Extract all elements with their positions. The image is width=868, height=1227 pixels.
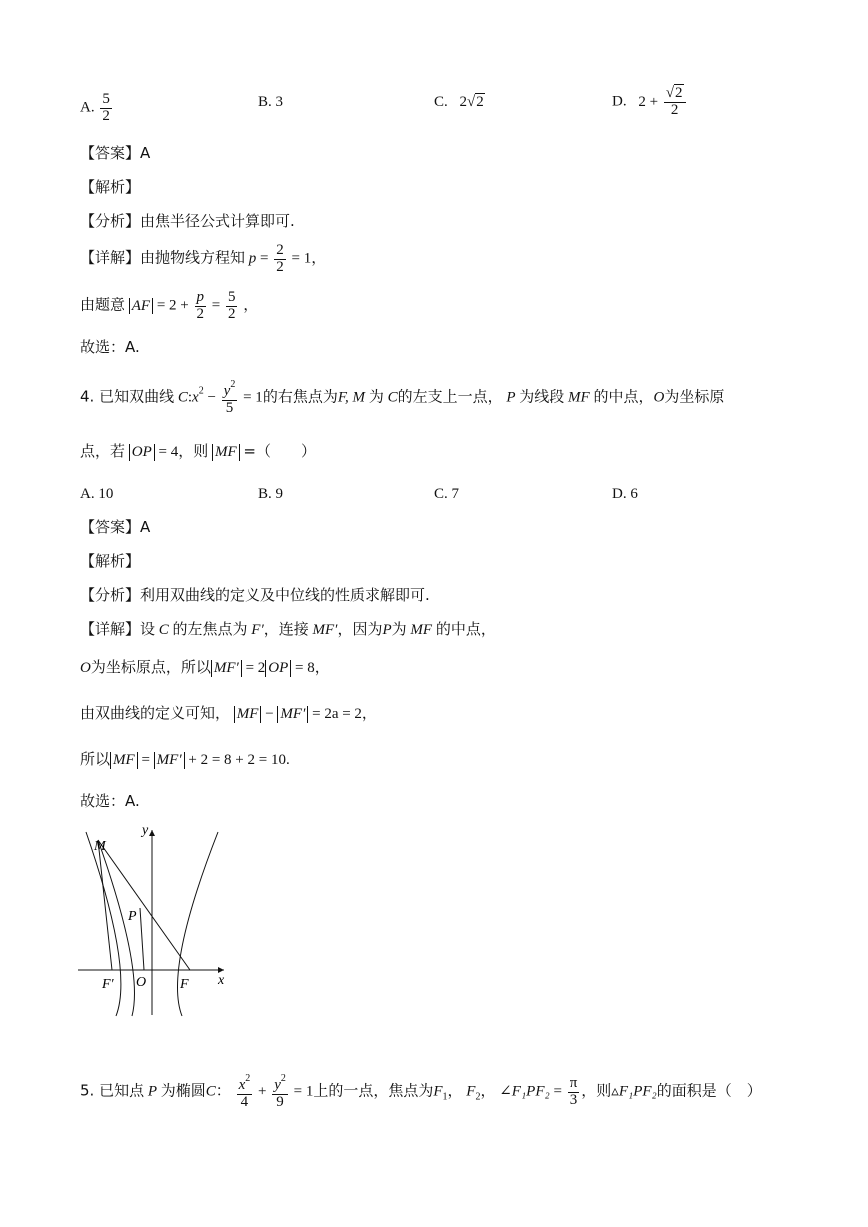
q3-option-c[interactable]: C. 2√2 bbox=[434, 94, 484, 110]
q3-analysis-heading: 【解析】 bbox=[80, 178, 141, 196]
q4-fenxi: 【分析】利用双曲线的定义及中位线的性质求解即可. bbox=[80, 586, 430, 604]
segment-mf bbox=[98, 840, 190, 970]
fraction: $\frac{5}{2}$ bbox=[102, 91, 110, 124]
label-y: y bbox=[142, 823, 149, 838]
q3-answer: 【答案】A bbox=[80, 144, 151, 162]
fraction: $\frac{y^2}{9}$ bbox=[274, 1073, 286, 1110]
q4-stem: 4. 已知双曲线 $C:x^2$ − $\frac{y^2}{5}$ = 1的右焦点为F, M 为 C的左支上一点， P 为线段 MF 的中点，O为坐标原 bbox=[80, 379, 725, 416]
hyperbola-figure bbox=[72, 820, 242, 1020]
q4-analysis-heading: 【解析】 bbox=[80, 552, 141, 570]
q4-detail-2: O为坐标原点，所以 MF′ = 2 OP = 8， bbox=[80, 658, 330, 676]
fraction: $\frac{y^2}{5}$ bbox=[223, 379, 236, 416]
q4-option-b[interactable]: B. 9 bbox=[258, 486, 284, 502]
fraction: $\frac{5}{2}$ bbox=[227, 289, 236, 322]
option-label: A. bbox=[80, 99, 95, 116]
label-o: O bbox=[136, 975, 147, 990]
label-m: M bbox=[94, 839, 106, 854]
fraction: $\frac{2}{2}$ bbox=[276, 242, 284, 275]
q4-option-d[interactable]: D. 6 bbox=[612, 486, 638, 502]
q4-detail-1: 【详解】设 C 的左焦点为 F′，连接 MF′，因为P为 MF 的中点， bbox=[80, 620, 496, 638]
q3-choose: 故选：A. bbox=[80, 338, 140, 356]
fraction: $\frac{p}{2}$ bbox=[196, 289, 205, 322]
label-x: x bbox=[218, 973, 225, 988]
fraction: $\frac{√2}{2}$ bbox=[664, 86, 686, 119]
q3-option-d[interactable]: D. 2 + $\frac{√2}{2}$ bbox=[612, 86, 688, 119]
q3-detail-line: 【详解】由抛物线方程知 p = $\frac{2}{2}$ = 1， bbox=[80, 242, 327, 275]
q3-detail-line2: 由题意 AF = 2 + $\frac{p}{2}$ = $\frac{5}{2}$ ， bbox=[80, 289, 259, 322]
fraction: $\frac{x^2}{4}$ bbox=[238, 1073, 251, 1110]
label-fprime: F′ bbox=[102, 977, 114, 992]
q4-detail-3: 由双曲线的定义可知， MF − MF′ = 2a = 2， bbox=[80, 704, 377, 722]
q4-option-c[interactable]: C. 7 bbox=[434, 486, 460, 502]
q3-option-b[interactable]: B. 3 bbox=[258, 94, 284, 110]
label-p: P bbox=[128, 909, 137, 924]
q3-option-a[interactable] bbox=[80, 92, 114, 125]
q4-detail-4: 所以 MF = MF′ + 2 = 8 + 2 = 10. bbox=[80, 750, 290, 768]
q4-answer: 【答案】A bbox=[80, 518, 151, 536]
segment-op bbox=[140, 908, 144, 970]
q4-option-a[interactable]: A. 10 bbox=[80, 486, 114, 502]
q3-fenxi: 【分析】由焦半径公式计算即可. bbox=[80, 212, 295, 230]
q4-choose: 故选：A. bbox=[80, 792, 140, 810]
q5-stem: 5. 已知点 P 为椭圆C： $\frac{x^2}{4}$ + $\frac{y^2}{9}$ = 1上的一点，焦点为$F_1$， $F_2$， ∠F₁PF₂ = $\frac{\pi}{3}$ ，则▵F₁PF₂的面积是（ ） bbox=[80, 1073, 762, 1110]
q4-stem-line2: 点，若 OP = 4，则 MF =（ ） bbox=[80, 442, 316, 460]
fraction: $\frac{\pi}{3}$ bbox=[569, 1075, 578, 1108]
label-f: F bbox=[180, 977, 189, 992]
